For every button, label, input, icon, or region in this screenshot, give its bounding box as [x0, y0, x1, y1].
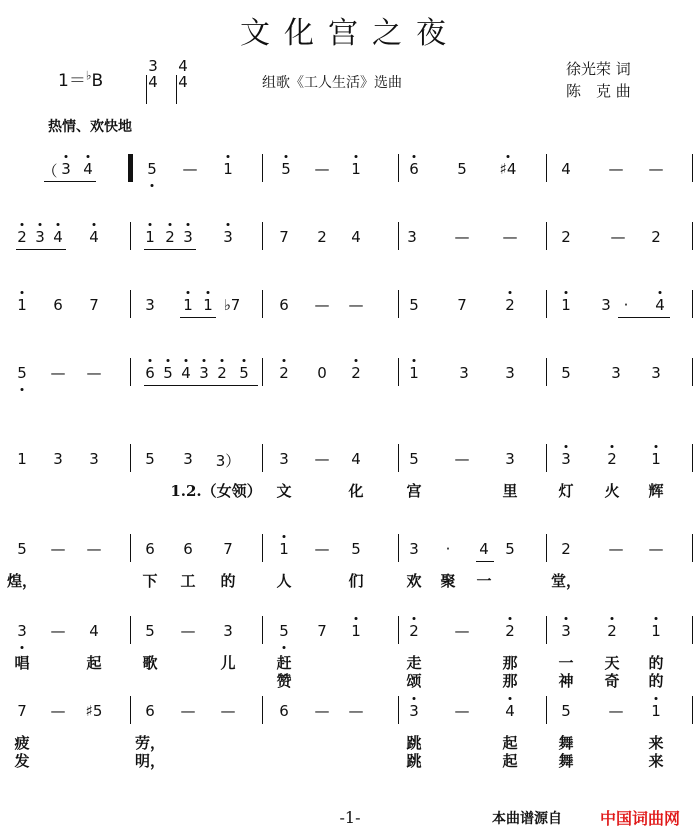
lyric-word: 歌	[142, 654, 158, 672]
octave-dot-high	[355, 617, 358, 620]
note: 5	[281, 160, 291, 178]
note: —	[86, 540, 102, 558]
bar-line	[692, 222, 693, 250]
octave-dot-high	[565, 617, 568, 620]
lyric-word: 欢	[406, 572, 422, 590]
note: 3	[505, 450, 515, 468]
note: —	[314, 702, 330, 720]
source-note: 组歌《工人生活》选曲	[262, 75, 402, 91]
lyric-word: 的	[220, 572, 236, 590]
note: —	[348, 296, 364, 314]
note: 3	[279, 450, 289, 468]
bar-line	[546, 444, 547, 472]
rhythm-beam	[476, 561, 494, 562]
octave-dot-high	[203, 359, 206, 362]
octave-dot-high	[655, 445, 658, 448]
watermark-site: 中国词曲网	[600, 809, 681, 828]
octave-dot-high	[187, 291, 190, 294]
octave-dot-high	[283, 359, 286, 362]
bar-line	[262, 616, 263, 644]
octave-dot-high	[413, 697, 416, 700]
note: 5	[17, 364, 27, 382]
lyric-word: 天	[604, 654, 620, 672]
note: 6	[145, 702, 155, 720]
note: 5	[505, 540, 515, 558]
bar-line	[692, 534, 693, 562]
note: 1	[279, 540, 289, 558]
bar-line	[130, 696, 131, 724]
octave-dot-high	[655, 617, 658, 620]
note: 3	[35, 228, 45, 246]
note: —	[220, 702, 236, 720]
note: —	[608, 702, 624, 720]
note: 2	[561, 540, 571, 558]
time-signature-3-4: 3 4	[146, 58, 160, 90]
note: 6	[279, 296, 289, 314]
time-signature-4-4: 4 4	[176, 58, 190, 90]
note: 5	[409, 450, 419, 468]
bar-line	[398, 222, 399, 250]
composer-credit: 陈 克 曲	[566, 82, 631, 100]
bar-line	[130, 616, 131, 644]
note: —	[86, 364, 102, 382]
bar-line	[546, 358, 547, 386]
note: 5	[17, 540, 27, 558]
lyric-word: 赶	[276, 654, 292, 672]
note: 4	[89, 228, 99, 246]
note: 3	[183, 450, 193, 468]
note: 5	[147, 160, 157, 178]
bar-line	[398, 616, 399, 644]
note: 2	[561, 228, 571, 246]
octave-dot-low	[21, 388, 24, 391]
lyric-word: 堂，	[550, 572, 582, 590]
lyric-word: 聚	[440, 572, 456, 590]
note: 4	[181, 364, 191, 382]
note: —	[50, 622, 66, 640]
note: 1	[145, 228, 155, 246]
note: —	[50, 540, 66, 558]
note: 4	[53, 228, 63, 246]
bar-line	[398, 358, 399, 386]
note: 3	[651, 364, 661, 382]
lyric-word: 劳，	[134, 734, 166, 752]
note: 2	[351, 364, 361, 382]
note: 3	[407, 228, 417, 246]
bar-line	[398, 444, 399, 472]
octave-dot-high	[87, 155, 90, 158]
note: 2	[505, 296, 515, 314]
octave-dot-high	[167, 359, 170, 362]
bar-line	[130, 444, 131, 472]
note: 1	[409, 364, 419, 382]
octave-dot-high	[185, 359, 188, 362]
lyric-word: 一	[558, 654, 574, 672]
octave-dot-high	[509, 697, 512, 700]
note: 2	[505, 622, 515, 640]
bar-line	[692, 290, 693, 318]
octave-dot-high	[169, 223, 172, 226]
lyric-word-verse2: 发	[14, 752, 30, 770]
note: —	[314, 450, 330, 468]
note: ·	[445, 540, 451, 558]
note: —	[50, 702, 66, 720]
note: 5	[561, 364, 571, 382]
lyric-word-verse2: 跳	[406, 752, 422, 770]
octave-dot-high	[413, 155, 416, 158]
octave-dot-high	[21, 223, 24, 226]
lyric-word: 疲	[14, 734, 30, 752]
octave-dot-high	[355, 155, 358, 158]
note: 6	[183, 540, 193, 558]
note: 1	[651, 702, 661, 720]
bar-line	[130, 534, 131, 562]
note: ♯5	[85, 702, 103, 720]
lyric-word-verse2: 神	[558, 672, 574, 690]
note: 5	[561, 702, 571, 720]
note: 1	[651, 450, 661, 468]
octave-dot-high	[565, 445, 568, 448]
lyric-word: 舞	[558, 734, 574, 752]
octave-dot-high	[565, 291, 568, 294]
bar-line	[130, 358, 131, 386]
lyric-word: 化	[348, 482, 364, 500]
lyric-word-verse2: 起	[502, 752, 518, 770]
note: 2	[607, 450, 617, 468]
note: 2	[409, 622, 419, 640]
lyric-word-verse2: 颂	[406, 672, 422, 690]
bar-line	[262, 696, 263, 724]
note: 3	[409, 702, 419, 720]
octave-dot-high	[285, 155, 288, 158]
bar-line	[398, 534, 399, 562]
note: 1	[561, 296, 571, 314]
watermark-text: 本曲谱源自	[492, 811, 562, 827]
note: 4	[479, 540, 489, 558]
rhythm-beam	[144, 249, 196, 250]
bar-line	[262, 444, 263, 472]
note: 3	[409, 540, 419, 558]
note: 2	[651, 228, 661, 246]
lyric-word: 1.2.（女领）	[170, 482, 262, 500]
lyric-word: 文	[276, 482, 292, 500]
rhythm-beam	[180, 317, 216, 318]
note: —	[314, 540, 330, 558]
octave-dot-high	[149, 223, 152, 226]
bar-line	[546, 222, 547, 250]
note: 7	[223, 540, 233, 558]
note: —	[182, 160, 198, 178]
bar-line	[262, 358, 263, 386]
octave-dot-high	[57, 223, 60, 226]
bar-line	[692, 154, 693, 182]
lyric-word-verse2: 来	[648, 752, 664, 770]
octave-dot-high	[39, 223, 42, 226]
note: 3	[145, 296, 155, 314]
note: 5	[279, 622, 289, 640]
note: —	[454, 450, 470, 468]
note: 6	[279, 702, 289, 720]
note: —	[454, 622, 470, 640]
lyric-word-verse2: 那	[502, 672, 518, 690]
lyric-word: 起	[502, 734, 518, 752]
octave-dot-high	[93, 223, 96, 226]
note: 1	[223, 160, 233, 178]
note: 2	[317, 228, 327, 246]
note: 3	[561, 450, 571, 468]
lyric-word: 里	[502, 482, 518, 500]
lyric-word: 宫	[406, 482, 422, 500]
note: ♯4	[499, 160, 517, 178]
note: 1	[17, 450, 27, 468]
note: —	[314, 296, 330, 314]
bar-line	[262, 534, 263, 562]
note: 4	[83, 160, 93, 178]
note: 3	[89, 450, 99, 468]
note: 4	[505, 702, 515, 720]
note: 3	[223, 228, 233, 246]
repeat-start-bar	[128, 154, 132, 182]
note: 3	[183, 228, 193, 246]
bar-line	[546, 154, 547, 182]
lyric-word: 下	[142, 572, 158, 590]
note: 7	[17, 702, 27, 720]
octave-dot-high	[655, 697, 658, 700]
note: 5	[351, 540, 361, 558]
bar-line	[130, 290, 131, 318]
note: 5	[409, 296, 419, 314]
bar-line	[398, 696, 399, 724]
note: —	[348, 702, 364, 720]
octave-dot-high	[221, 359, 224, 362]
bar-line	[398, 290, 399, 318]
note: 2	[17, 228, 27, 246]
note: 2	[279, 364, 289, 382]
note: 3	[561, 622, 571, 640]
note: 7	[89, 296, 99, 314]
note: —	[454, 228, 470, 246]
note: 4	[89, 622, 99, 640]
note: 3）	[215, 452, 241, 470]
octave-dot-high	[509, 291, 512, 294]
rhythm-beam	[618, 317, 670, 318]
octave-dot-high	[413, 359, 416, 362]
octave-dot-high	[207, 291, 210, 294]
note: 4	[351, 228, 361, 246]
key-signature: 1＝♭B	[58, 68, 104, 91]
note: 6	[409, 160, 419, 178]
rhythm-beam	[16, 249, 66, 250]
octave-dot-high	[611, 445, 614, 448]
note: 5	[239, 364, 249, 382]
note: —	[610, 228, 626, 246]
lyric-word: 们	[348, 572, 364, 590]
bar-line	[692, 616, 693, 644]
octave-dot-high	[21, 291, 24, 294]
note: 3	[505, 364, 515, 382]
bar-line	[692, 358, 693, 386]
lyric-word: 人	[276, 572, 292, 590]
page-number: -1-	[339, 808, 361, 827]
note: 5	[163, 364, 173, 382]
octave-dot-high	[413, 617, 416, 620]
octave-dot-high	[149, 359, 152, 362]
note: （	[42, 162, 58, 180]
note: —	[454, 702, 470, 720]
lyric-word: 火	[604, 482, 620, 500]
lyric-word-verse2: 奇	[604, 672, 620, 690]
bar-line	[546, 534, 547, 562]
note: —	[180, 702, 196, 720]
octave-dot-high	[187, 223, 190, 226]
lyric-word: 的	[648, 654, 664, 672]
note: 3	[601, 296, 611, 314]
note: 1	[351, 160, 361, 178]
octave-dot-low	[283, 646, 286, 649]
octave-dot-low	[21, 646, 24, 649]
note: 3	[611, 364, 621, 382]
note: 4	[351, 450, 361, 468]
note: 1	[203, 296, 213, 314]
note: 0	[317, 364, 327, 382]
note: 5	[145, 622, 155, 640]
lyric-word: 来	[648, 734, 664, 752]
lyric-word: 灯	[558, 482, 574, 500]
tempo-marking: 热情、欢快地	[48, 119, 132, 135]
note: —	[314, 160, 330, 178]
bar-line	[692, 444, 693, 472]
note: 1	[183, 296, 193, 314]
lyric-word: 工	[180, 572, 196, 590]
lyric-word: 跳	[406, 734, 422, 752]
note: 4	[561, 160, 571, 178]
note: —	[50, 364, 66, 382]
bar-line	[262, 290, 263, 318]
bar-line	[132, 154, 133, 182]
note: ♭7	[223, 296, 241, 314]
note: 7	[279, 228, 289, 246]
lyric-word: 煌，	[6, 572, 38, 590]
note: 6	[53, 296, 63, 314]
note: 1	[351, 622, 361, 640]
octave-dot-high	[227, 223, 230, 226]
octave-dot-high	[611, 617, 614, 620]
note: 5	[145, 450, 155, 468]
octave-dot-high	[355, 359, 358, 362]
note: ·	[623, 296, 629, 314]
octave-dot-high	[507, 155, 510, 158]
bar-line	[546, 290, 547, 318]
note: 1	[651, 622, 661, 640]
note: 3	[17, 622, 27, 640]
rhythm-beam	[44, 181, 96, 182]
note: —	[608, 160, 624, 178]
note: 7	[457, 296, 467, 314]
bar-line	[262, 154, 263, 182]
lyric-word-verse2: 明，	[134, 752, 166, 770]
note: —	[180, 622, 196, 640]
note: —	[502, 228, 518, 246]
note: 3	[53, 450, 63, 468]
note: —	[608, 540, 624, 558]
octave-dot-high	[227, 155, 230, 158]
lyric-word: 辉	[648, 482, 664, 500]
bar-line	[546, 696, 547, 724]
note: 2	[607, 622, 617, 640]
note: 3	[199, 364, 209, 382]
note: 2	[165, 228, 175, 246]
bar-line	[130, 222, 131, 250]
note: —	[648, 160, 664, 178]
note: 6	[145, 364, 155, 382]
octave-dot-high	[283, 535, 286, 538]
octave-dot-high	[509, 617, 512, 620]
song-title: 文化宫之夜	[240, 16, 460, 51]
note: 3	[61, 160, 71, 178]
octave-dot-high	[659, 291, 662, 294]
note: 1	[17, 296, 27, 314]
lyric-word-verse2: 的	[648, 672, 664, 690]
octave-dot-high	[65, 155, 68, 158]
note: 6	[145, 540, 155, 558]
note: 5	[457, 160, 467, 178]
bar-line	[692, 696, 693, 724]
bar-line	[398, 154, 399, 182]
note: 3	[459, 364, 469, 382]
lyric-word: 儿	[220, 654, 236, 672]
lyric-word: 唱	[14, 654, 30, 672]
lyricist-credit: 徐光荣 词	[566, 60, 631, 78]
lyric-word: 起	[86, 654, 102, 672]
note: 3	[223, 622, 233, 640]
lyric-word: 那	[502, 654, 518, 672]
octave-dot-low	[151, 184, 154, 187]
bar-line	[546, 616, 547, 644]
bar-line	[262, 222, 263, 250]
note: 4	[655, 296, 665, 314]
octave-dot-high	[243, 359, 246, 362]
note: —	[648, 540, 664, 558]
rhythm-beam	[144, 385, 258, 386]
lyric-word-verse2: 舞	[558, 752, 574, 770]
note: 7	[317, 622, 327, 640]
note: 2	[217, 364, 227, 382]
lyric-word-verse2: 赞	[276, 672, 292, 690]
lyric-word: 一	[476, 572, 492, 590]
lyric-word: 走	[406, 654, 422, 672]
